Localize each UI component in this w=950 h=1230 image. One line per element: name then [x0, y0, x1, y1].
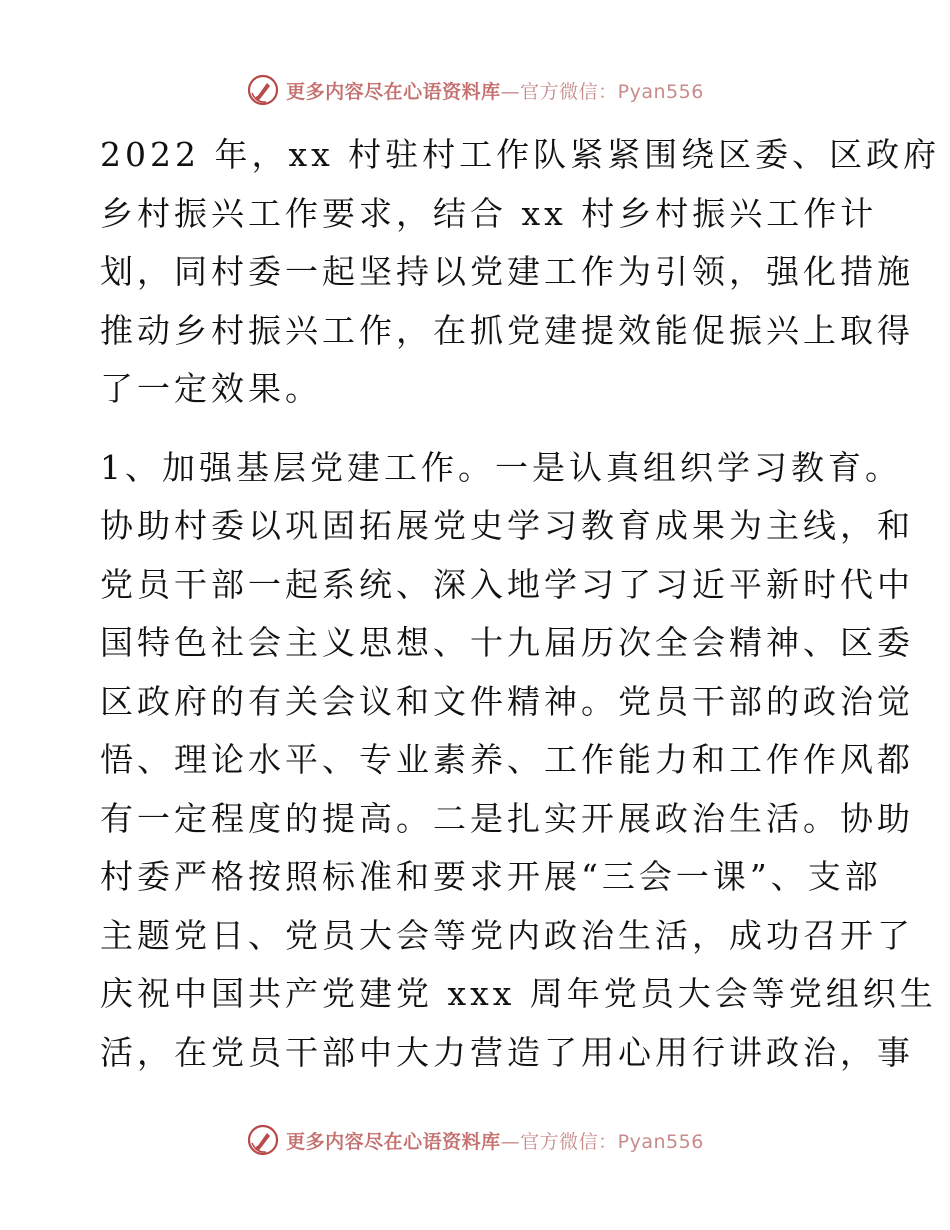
- text-line: 乡村振兴工作要求，结合 xx 村乡村振兴工作计: [100, 193, 878, 233]
- watermark-separator: —: [500, 1130, 521, 1153]
- watermark-separator: —: [500, 80, 521, 103]
- header-watermark: [0, 68, 950, 112]
- watermark-brand: 更多内容尽在心语资料库: [286, 80, 501, 103]
- text-line: 国特色社会主义思想、十九届历次全会精神、区委: [100, 623, 914, 662]
- watermark-contact: 官方微信：Pyan556: [520, 80, 704, 103]
- watermark-text: [286, 1127, 704, 1154]
- paragraph-intro: [100, 126, 941, 419]
- text-line: 村委严格按照标准和要求开展“三会一课”、支部: [100, 857, 882, 896]
- text-line: 1、加强基层党建工作。一是认真组织学习教育。: [100, 447, 902, 487]
- watermark-brand: 更多内容尽在心语资料库: [286, 1130, 501, 1153]
- document-body: [100, 126, 941, 1082]
- watermark-contact: 官方微信：Pyan556: [520, 1130, 704, 1153]
- text-line: 划，同村委一起坚持以党建工作为引领，强化措施: [100, 252, 914, 291]
- text-line: 庆祝中国共产党建党 xxx 周年党员大会等党组织生: [100, 974, 937, 1013]
- pen-nib-circle-icon: [246, 73, 280, 107]
- text-line: 协助村委以巩固拓展党史学习教育成果为主线，和: [100, 506, 914, 545]
- text-line: 2022 年，xx 村驻村工作队紧紧围绕区委、区政府: [100, 135, 941, 174]
- pen-nib-circle-icon: [246, 1123, 280, 1157]
- text-line: 党员干部一起系统、深入地学习了习近平新时代中: [100, 564, 914, 604]
- paragraph-section-1: [100, 439, 937, 1083]
- text-line: 活，在党员干部中大力营造了用心用行讲政治，事: [100, 1032, 914, 1072]
- footer-watermark: [0, 1118, 950, 1162]
- text-line: 区政府的有关会议和文件精神。党员干部的政治觉: [100, 681, 914, 721]
- text-line: 悟、理论水平、专业素养、工作能力和工作作风都: [100, 740, 914, 779]
- text-line: 有一定程度的提高。二是扎实开展政治生活。协助: [100, 798, 914, 838]
- watermark-text: [286, 77, 704, 104]
- text-line: 推动乡村振兴工作，在抓党建提效能促振兴上取得: [100, 310, 914, 350]
- text-line: 主题党日、党员大会等党内政治生活，成功召开了: [100, 915, 914, 955]
- text-line: 了一定效果。: [100, 369, 322, 408]
